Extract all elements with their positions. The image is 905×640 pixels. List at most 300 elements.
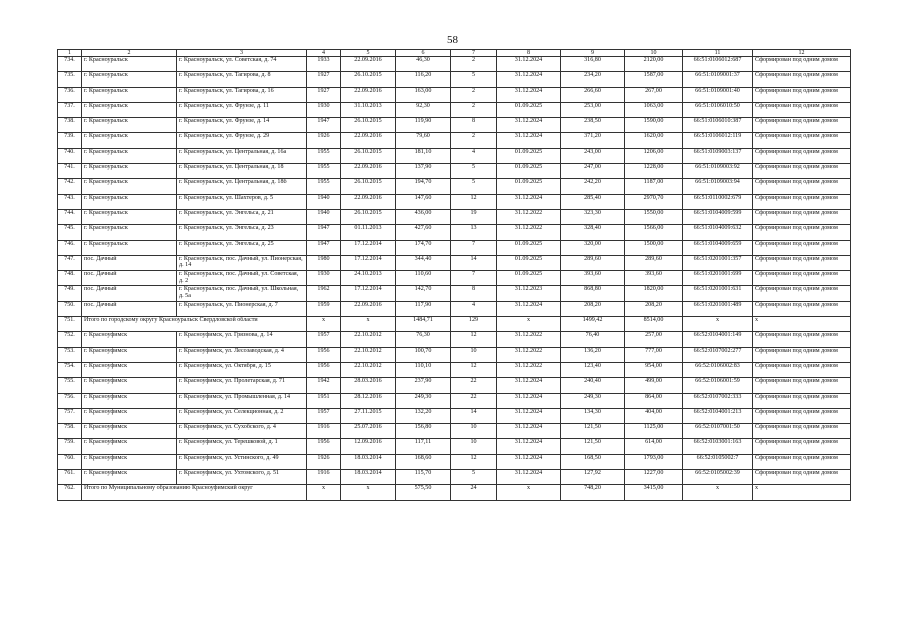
table-cell: 31.12.2022 — [497, 362, 561, 377]
table-cell: 257,00 — [625, 332, 683, 347]
table-cell: 117,90 — [396, 301, 451, 316]
table-row — [58, 408, 851, 423]
table-cell: 5 — [451, 470, 497, 485]
table-cell: 31.12.2024 — [497, 408, 561, 423]
table-cell: 31.12.2024 — [497, 439, 561, 454]
table-cell: 4 — [451, 301, 497, 316]
table-cell: 8514,00 — [625, 317, 683, 332]
table-cell: 2 — [451, 57, 497, 72]
table-cell: 66:51:0109003:137 — [683, 148, 753, 163]
table-cell: 31.12.2022 — [497, 347, 561, 362]
table-cell: 28.03.2016 — [341, 378, 396, 393]
table-cell: 110,60 — [396, 271, 451, 286]
table-cell: 1930 — [307, 271, 341, 286]
table-cell: 243,00 — [561, 148, 625, 163]
table-cell: 01.09.2025 — [497, 240, 561, 255]
table-row — [58, 225, 851, 240]
table-row — [58, 317, 851, 332]
table-cell: г. Красноуральск — [82, 240, 177, 255]
table-cell: 66:52:0103001:163 — [683, 439, 753, 454]
table-cell: 747. — [58, 255, 82, 270]
table-cell: 156,80 — [396, 424, 451, 439]
table-cell: г. Красноуральск — [82, 164, 177, 179]
table-cell: 328,40 — [561, 225, 625, 240]
table-cell: 31.12.2024 — [497, 72, 561, 87]
table-cell: 31.12.2023 — [497, 286, 561, 301]
table-cell: Сформирован под одним домом — [753, 209, 851, 224]
table-cell: 24.10.2013 — [341, 271, 396, 286]
table-cell: 1926 — [307, 454, 341, 469]
table-row — [58, 470, 851, 485]
table-cell: 116,20 — [396, 72, 451, 87]
table-cell: 1955 — [307, 164, 341, 179]
table-cell: 66:51:0201001:699 — [683, 271, 753, 286]
table-cell: 1206,00 — [625, 148, 683, 163]
column-number: 9 — [561, 50, 625, 57]
column-number: 1 — [58, 50, 82, 57]
table-cell: 100,70 — [396, 347, 451, 362]
table-cell: Сформирован под одним домом — [753, 439, 851, 454]
table-row — [58, 485, 851, 500]
table-cell: 24 — [451, 485, 497, 500]
table-cell: 1927 — [307, 87, 341, 102]
table-row — [58, 301, 851, 316]
table-cell: 1957 — [307, 332, 341, 347]
table-cell: 31.12.2024 — [497, 378, 561, 393]
table-cell: г. Красноуфимск, ул. Промышленная, д. 14 — [177, 393, 307, 408]
table-cell: Сформирован под одним домом — [753, 87, 851, 102]
table-cell: 123,40 — [561, 362, 625, 377]
table-cell: 739. — [58, 133, 82, 148]
table-cell: 01.11.2013 — [341, 225, 396, 240]
table-cell: 92,30 — [396, 102, 451, 117]
table-cell: 1499,42 — [561, 317, 625, 332]
table-cell: г. Красноуфимск — [82, 393, 177, 408]
table-cell: 427,60 — [396, 225, 451, 240]
table-cell: 137,90 — [396, 164, 451, 179]
table-cell: 115,70 — [396, 470, 451, 485]
table-row — [58, 179, 851, 194]
table-cell: 01.09.2025 — [497, 179, 561, 194]
table-cell: 31.12.2022 — [497, 332, 561, 347]
table-cell: 1955 — [307, 179, 341, 194]
table-cell: 66:51:0106010:50 — [683, 102, 753, 117]
table-cell: г. Красноуральск — [82, 133, 177, 148]
table-cell: 316,80 — [561, 57, 625, 72]
table-cell: Сформирован под одним домом — [753, 133, 851, 148]
table-cell: 3415,00 — [625, 485, 683, 500]
table-cell: 289,60 — [561, 255, 625, 270]
table-row — [58, 255, 851, 270]
table-cell: 66:51:0109003:94 — [683, 179, 753, 194]
table-cell: 249,30 — [396, 393, 451, 408]
table-cell: г. Красноуральск — [82, 57, 177, 72]
table-row — [58, 87, 851, 102]
table-cell: 66:52:0104001:149 — [683, 332, 753, 347]
table-cell: пос. Дачный — [82, 286, 177, 301]
table-cell: г. Красноуральск — [82, 148, 177, 163]
table-cell: 12 — [451, 332, 497, 347]
table-cell: 66:51:0104009:632 — [683, 225, 753, 240]
table-cell: Сформирован под одним домом — [753, 118, 851, 133]
table-cell: 01.09.2025 — [497, 255, 561, 270]
table-cell: г. Красноуральск, ул. Энгельса, д. 23 — [177, 225, 307, 240]
table-cell: пос. Дачный — [82, 271, 177, 286]
table-cell: 1500,00 — [625, 240, 683, 255]
table-cell: 1620,00 — [625, 133, 683, 148]
table-row — [58, 393, 851, 408]
table-cell: Сформирован под одним домом — [753, 286, 851, 301]
table-cell: 31.12.2022 — [497, 225, 561, 240]
table-cell: 253,00 — [561, 102, 625, 117]
table-cell: 1916 — [307, 424, 341, 439]
table-row — [58, 148, 851, 163]
table-cell: 1916 — [307, 470, 341, 485]
table-cell: 12 — [451, 194, 497, 209]
table-cell: 17.12.2014 — [341, 286, 396, 301]
table-cell: 10 — [451, 347, 497, 362]
table-cell: 01.09.2025 — [497, 164, 561, 179]
table-cell: Сформирован под одним домом — [753, 301, 851, 316]
table-row — [58, 194, 851, 209]
table-cell: Сформирован под одним домом — [753, 164, 851, 179]
table-cell: 66:52:0106001:59 — [683, 378, 753, 393]
table-cell: Сформирован под одним домом — [753, 393, 851, 408]
table-cell: г. Красноуфимск, ул. Лесозаводская, д. 4 — [177, 347, 307, 362]
table-cell: Сформирован под одним домом — [753, 347, 851, 362]
table-cell: г. Красноуральск, пос. Дачный, ул. Советская, д. 2 — [177, 271, 307, 286]
table-cell: 1227,00 — [625, 470, 683, 485]
table-cell: пос. Дачный — [82, 301, 177, 316]
table-cell: Сформирован под одним домом — [753, 102, 851, 117]
table-cell: 758. — [58, 424, 82, 439]
table-cell: 66:51:0106012:687 — [683, 57, 753, 72]
column-number-row — [58, 50, 851, 57]
table-cell: 1956 — [307, 439, 341, 454]
table-cell: Сформирован под одним домом — [753, 72, 851, 87]
table-cell: 1942 — [307, 378, 341, 393]
table-cell: 12 — [451, 362, 497, 377]
table-cell: г. Красноуральск — [82, 72, 177, 87]
column-number: 12 — [753, 50, 851, 57]
table-cell: 760. — [58, 454, 82, 469]
table-cell: 66:52:0105002:7 — [683, 454, 753, 469]
table-cell: Сформирован под одним домом — [753, 148, 851, 163]
table-cell: x — [341, 317, 396, 332]
table-cell: 742. — [58, 179, 82, 194]
table-cell: 1063,00 — [625, 102, 683, 117]
table-row — [58, 271, 851, 286]
table-cell: 740. — [58, 148, 82, 163]
table-cell: 66:51:0201001:357 — [683, 255, 753, 270]
table-cell: 17.12.2014 — [341, 255, 396, 270]
table-cell: 1951 — [307, 393, 341, 408]
table-cell: 31.12.2024 — [497, 301, 561, 316]
table-cell: 756. — [58, 393, 82, 408]
table-cell: 1587,00 — [625, 72, 683, 87]
table-cell: 2 — [451, 102, 497, 117]
table-cell: 404,00 — [625, 408, 683, 423]
table-cell: 285,40 — [561, 194, 625, 209]
table-cell: г. Красноуральск, ул. Тагирова, д. 8 — [177, 72, 307, 87]
table-cell: г. Красноуральск — [82, 118, 177, 133]
table-cell: 1484,71 — [396, 317, 451, 332]
table-cell: 741. — [58, 164, 82, 179]
table-cell: x — [497, 485, 561, 500]
table-cell: 26.10.2015 — [341, 209, 396, 224]
table-cell: 28.12.2016 — [341, 393, 396, 408]
table-cell: 12.09.2016 — [341, 439, 396, 454]
column-number: 4 — [307, 50, 341, 57]
table-cell: 736. — [58, 87, 82, 102]
table-cell: 22 — [451, 378, 497, 393]
table-body — [58, 57, 851, 501]
table-cell: 1187,00 — [625, 179, 683, 194]
table-cell: 242,20 — [561, 179, 625, 194]
table-cell: 249,30 — [561, 393, 625, 408]
table-cell: 746. — [58, 240, 82, 255]
table-cell: 266,60 — [561, 87, 625, 102]
table-cell: 31.12.2022 — [497, 209, 561, 224]
table-cell: x — [341, 485, 396, 500]
table-row — [58, 424, 851, 439]
table-row — [58, 378, 851, 393]
table-cell: 1550,00 — [625, 209, 683, 224]
table-cell: г. Красноуфимск — [82, 378, 177, 393]
table-cell: 66:51:0201001:631 — [683, 286, 753, 301]
table-cell: 5 — [451, 179, 497, 194]
table-cell: г. Красноуральск, ул. Фрунзе, д. 14 — [177, 118, 307, 133]
table-cell: 119,90 — [396, 118, 451, 133]
table-cell: 136,20 — [561, 347, 625, 362]
table-cell: 750. — [58, 301, 82, 316]
table-row — [58, 72, 851, 87]
table-cell: 5 — [451, 164, 497, 179]
table-cell: 744. — [58, 209, 82, 224]
table-cell: 753. — [58, 347, 82, 362]
table-cell: 27.11.2015 — [341, 408, 396, 423]
table-cell: 735. — [58, 72, 82, 87]
table-cell: 129 — [451, 317, 497, 332]
table-cell: 1955 — [307, 148, 341, 163]
table-cell: 66:51:0104009:659 — [683, 240, 753, 255]
table-cell: 1590,00 — [625, 118, 683, 133]
table-cell: x — [753, 317, 851, 332]
table-cell: 31.12.2024 — [497, 118, 561, 133]
table-cell: Сформирован под одним домом — [753, 179, 851, 194]
table-cell: 1957 — [307, 408, 341, 423]
table-cell: г. Красноуральск — [82, 209, 177, 224]
table-cell: 22.09.2016 — [341, 57, 396, 72]
table-cell: 575,50 — [396, 485, 451, 500]
column-number: 7 — [451, 50, 497, 57]
table-cell: 22.09.2016 — [341, 133, 396, 148]
table-cell: г. Красноуфимск, ул. Грязнова, д. 14 — [177, 332, 307, 347]
table-cell: 174,70 — [396, 240, 451, 255]
table-cell: 738. — [58, 118, 82, 133]
table-cell: 1947 — [307, 118, 341, 133]
table-cell: 26.10.2015 — [341, 118, 396, 133]
table-cell: 163,00 — [396, 87, 451, 102]
column-number: 5 — [341, 50, 396, 57]
table-cell: 31.12.2024 — [497, 454, 561, 469]
table-cell: 22.10.2012 — [341, 347, 396, 362]
table-cell: 31.12.2024 — [497, 424, 561, 439]
table-cell: г. Красноуральск, ул. Центральная, д. 18б — [177, 179, 307, 194]
table-cell: 76,40 — [561, 332, 625, 347]
table-cell: г. Красноуфимск — [82, 424, 177, 439]
table-cell: Сформирован под одним домом — [753, 255, 851, 270]
table-cell: 26.10.2015 — [341, 179, 396, 194]
table-cell: Сформирован под одним домом — [753, 240, 851, 255]
table-cell: 117,11 — [396, 439, 451, 454]
table-cell: 759. — [58, 439, 82, 454]
table-cell: Сформирован под одним домом — [753, 57, 851, 72]
table-cell: г. Красноуральск, ул. Советская, д. 74 — [177, 57, 307, 72]
table-cell: 31.12.2024 — [497, 194, 561, 209]
table-row — [58, 164, 851, 179]
table-cell: 110,10 — [396, 362, 451, 377]
table-cell: Сформирован под одним домом — [753, 194, 851, 209]
table-cell: г. Красноуральск, пос. Дачный, ул. Школьная, д. 5а — [177, 286, 307, 301]
table-cell: Сформирован под одним домом — [753, 271, 851, 286]
table-cell: 748,20 — [561, 485, 625, 500]
table-cell: 393,60 — [625, 271, 683, 286]
table-cell: 868,80 — [561, 286, 625, 301]
table-cell: Сформирован под одним домом — [753, 332, 851, 347]
table-cell: 66:51:0109001:37 — [683, 72, 753, 87]
table-cell: 757. — [58, 408, 82, 423]
table-cell: 320,00 — [561, 240, 625, 255]
table-cell: г. Красноуфимск, ул. Устинского, д. 49 — [177, 454, 307, 469]
table-cell: Сформирован под одним домом — [753, 454, 851, 469]
table-cell: 22.10.2012 — [341, 362, 396, 377]
table-cell: 19 — [451, 209, 497, 224]
table-cell: 614,00 — [625, 439, 683, 454]
table-cell: 66:52:0107002:277 — [683, 347, 753, 362]
table-cell: 737. — [58, 102, 82, 117]
table-cell: 46,30 — [396, 57, 451, 72]
table-cell: Сформирован под одним домом — [753, 225, 851, 240]
table-cell: 743. — [58, 194, 82, 209]
table-cell: 1956 — [307, 347, 341, 362]
table-row — [58, 439, 851, 454]
table-cell: г. Красноуфимск, ул. Селекционная, д. 2 — [177, 408, 307, 423]
table-cell: 1820,00 — [625, 286, 683, 301]
table-cell: 31.12.2024 — [497, 133, 561, 148]
table-row — [58, 133, 851, 148]
table-cell: 121,50 — [561, 424, 625, 439]
table-row — [58, 362, 851, 377]
table-cell: г. Красноуральск — [82, 225, 177, 240]
table-cell: 1947 — [307, 240, 341, 255]
table-cell: 01.09.2025 — [497, 271, 561, 286]
table-cell: 761. — [58, 470, 82, 485]
table-cell: 749. — [58, 286, 82, 301]
table-cell: 22.09.2016 — [341, 87, 396, 102]
table-row — [58, 57, 851, 72]
table-cell: 194,70 — [396, 179, 451, 194]
table-row — [58, 347, 851, 362]
table-cell: 132,20 — [396, 408, 451, 423]
table-cell: 7 — [451, 240, 497, 255]
table-cell: 66:51:0201001:489 — [683, 301, 753, 316]
table-cell: 1980 — [307, 255, 341, 270]
table-cell: x — [497, 317, 561, 332]
table-cell: 2 — [451, 87, 497, 102]
table-cell: x — [307, 317, 341, 332]
table-cell: Сформирован под одним домом — [753, 424, 851, 439]
column-number: 2 — [82, 50, 177, 57]
table-cell: 754. — [58, 362, 82, 377]
table-cell: 1959 — [307, 301, 341, 316]
table-cell: 66:51:0104009:599 — [683, 209, 753, 224]
table-row — [58, 102, 851, 117]
table-cell: г. Красноуральск, ул. Тагирова, д. 16 — [177, 87, 307, 102]
table-cell: x — [683, 317, 753, 332]
table-cell: 01.09.2025 — [497, 148, 561, 163]
table-cell: 26.10.2015 — [341, 148, 396, 163]
table-cell: 31.12.2024 — [497, 393, 561, 408]
table-cell: 22 — [451, 393, 497, 408]
table-cell: 344,40 — [396, 255, 451, 270]
table-cell: г. Красноуральск — [82, 194, 177, 209]
table-cell: 1228,00 — [625, 164, 683, 179]
table-cell: 13 — [451, 225, 497, 240]
table-cell: г. Красноуфимск, ул. Сухобского, д. 4 — [177, 424, 307, 439]
table-cell: 66:51:0110002:679 — [683, 194, 753, 209]
table-cell: 14 — [451, 255, 497, 270]
table-cell: 247,00 — [561, 164, 625, 179]
table-row — [58, 240, 851, 255]
table-cell: x — [753, 485, 851, 500]
table-cell: г. Красноуральск, ул. Фрунзе, д. 11 — [177, 102, 307, 117]
table-cell: г. Красноуральск — [82, 102, 177, 117]
table-cell: г. Красноуральск, ул. Пионерская, д. 7 — [177, 301, 307, 316]
table-cell: 66:52:0105002:39 — [683, 470, 753, 485]
table-cell: 12 — [451, 454, 497, 469]
column-number: 11 — [683, 50, 753, 57]
table-cell: 66:52:0107002:333 — [683, 393, 753, 408]
table-cell: 7 — [451, 271, 497, 286]
table-cell: 26.10.2015 — [341, 72, 396, 87]
table-cell: 127,92 — [561, 470, 625, 485]
table-cell: 8 — [451, 118, 497, 133]
table-cell: 4 — [451, 148, 497, 163]
table-cell: 267,00 — [625, 87, 683, 102]
table-cell: г. Красноуральск, ул. Энгельса, д. 21 — [177, 209, 307, 224]
table-cell: 748. — [58, 271, 82, 286]
table-cell: г. Красноуральск, ул. Энгельса, д. 25 — [177, 240, 307, 255]
table-row — [58, 118, 851, 133]
table-cell: x — [683, 485, 753, 500]
table-cell: 371,20 — [561, 133, 625, 148]
table-cell: г. Красноуфимск — [82, 408, 177, 423]
table-cell: г. Красноуфимск — [82, 332, 177, 347]
table-cell: 234,20 — [561, 72, 625, 87]
table-cell: пос. Дачный — [82, 255, 177, 270]
table-cell: 864,00 — [625, 393, 683, 408]
table-cell: 499,00 — [625, 378, 683, 393]
table-cell: 289,60 — [625, 255, 683, 270]
table-cell: 25.07.2016 — [341, 424, 396, 439]
table-cell: 8 — [451, 286, 497, 301]
table-cell: 238,50 — [561, 118, 625, 133]
table-cell: 66:52:0107001:50 — [683, 424, 753, 439]
table-cell: 66:51:0106012:119 — [683, 133, 753, 148]
table-cell: 168,50 — [561, 454, 625, 469]
table-cell: 134,30 — [561, 408, 625, 423]
